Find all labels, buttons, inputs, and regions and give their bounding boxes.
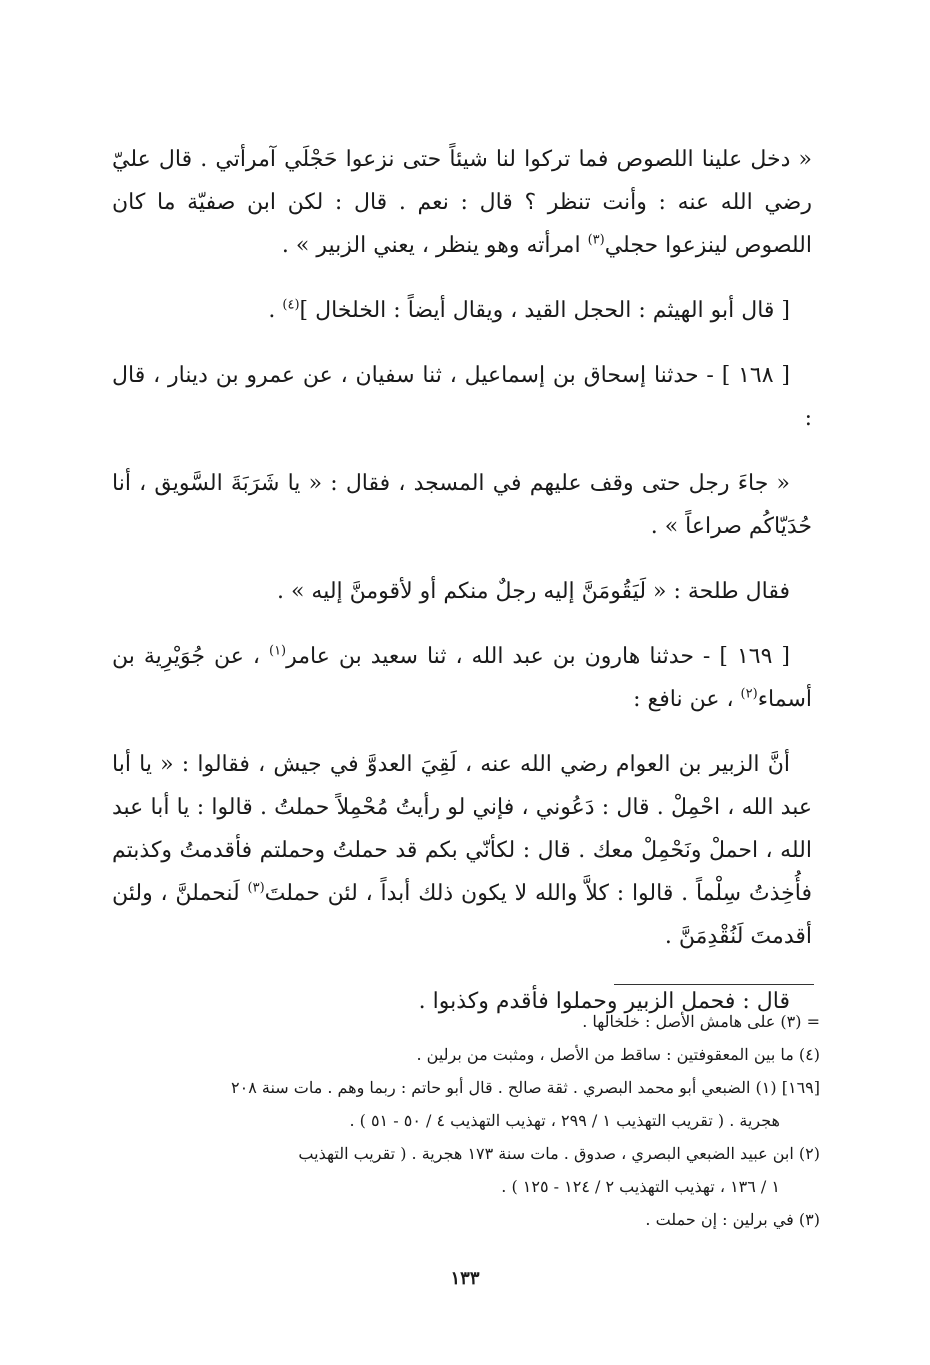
text-line: [ ١٦٩ ] - حدثنا هارون بن عبد الله ، ثنا سعيد بن عامر [286, 644, 790, 669]
footnote-item: (٣) في برلين : إن حملت . [645, 1210, 820, 1229]
text-line: « جاءَ رجل حتى وقف عليهم في المسجد ، فقال : « يا شَرَبَةَ السَّويق ، [139, 471, 790, 496]
paragraph-7 [112, 743, 812, 958]
paragraph-3-hadith-168 [112, 354, 812, 440]
footnotes [110, 1005, 820, 1236]
text-line: فقال طلحة : « لَيَقُومَنَّ إليه رجلٌ منكم أو لأقومنَّ إليه » . [276, 579, 790, 604]
text-line: اللصوص لينزعوا حجلي [604, 233, 812, 258]
main-text [112, 138, 812, 1045]
footnote-line: ١ / ١٣٦ ، تهذيب التهذيب ٢ / ١٢٤ - ١٢٥ ) . [501, 1177, 780, 1196]
text-line: عليّ رضي الله عنه : وأنت تنظر ؟ قال : نعم . قال : لكن ابن صفيّة ما كان [112, 147, 812, 215]
page-number: ١٣٣ [450, 1268, 480, 1289]
footnote-marker: (٤) [282, 297, 300, 313]
text-line: [ قال أبو الهيثم : الحجل القيد ، ويقال أيضاً : الخلخال ] [299, 298, 790, 323]
footnote-marker: (٣) [247, 880, 265, 896]
footnote-divider [614, 984, 814, 985]
footnote-marker: (٣) [587, 232, 605, 248]
text-line: أنَّ الزبير بن العوام رضي الله عنه ، لَقِيَ العدوَّ في جيش ، فقالوا : « يا أبا عبد الله ، احْمِلْ . قال : دَعُوني ، فإني لو رأيتُ مُحْمِلاً حملتُ . قالوا : يا أبا عبد الله ، احملْ ونَحْمِلْ معك . قال : لكأنّي بكم قد حملتُ وحملتم فأقدمتُ وكذبتم فأُخِذتُ سِلْماً . قالوا : كلاَّ والله لا يكون ذلك أبداً ، لئن حملتَ [112, 752, 812, 906]
text-line: لَنحملنَّ ، ولئن أقدمتَ لَنُقْدِمَنَّ . [112, 881, 812, 949]
footnote-line: هجرية . ( تقريب التهذيب ١ / ٢٩٩ ، تهذيب التهذيب ٤ / ٥٠ - ٥١ ) . [349, 1111, 780, 1130]
text-line: قال : [112, 363, 812, 431]
footnote-item [110, 1071, 820, 1137]
paragraph-6-hadith-169 [112, 635, 812, 721]
text-line: [ ١٦٨ ] - حدثنا إسحاق بن إسماعيل ، ثنا سفيان ، عن عمرو بن دينار ، [153, 363, 790, 388]
paragraph-1 [112, 138, 812, 267]
footnote-marker: (١) [268, 643, 287, 659]
text-line: « دخل علينا اللصوص فما تركوا لنا شيئاً حتى نزعوا حَجْلَي آمرأتي . قال [158, 147, 812, 172]
footnote-marker: (٢) [740, 686, 758, 702]
paragraph-4 [112, 462, 812, 548]
paragraph-5 [112, 570, 812, 613]
footnote-line: [١٦٩] (١) الضبعي أبو محمد البصري . ثقة صالح . قال أبو حاتم : ربما وهم . مات سنة ٢٠٨ [231, 1078, 820, 1097]
footnote-item [110, 1137, 820, 1203]
text-line: ، عن نافع : [633, 687, 741, 712]
footnote-item: (٤) ما بين المعقوفتين : ساقط من الأصل ، ومثبت من برلين . [416, 1045, 820, 1064]
text-line: . [268, 298, 283, 323]
text-line: ، عن جُوَيْرِية بن أسماء [112, 644, 812, 712]
text-line: أنا حُدَيّاكُم صراعاً » . [112, 471, 812, 539]
paragraph-2 [112, 289, 812, 332]
footnote-item: = (٣) على هامش الأصل : خلخالها . [582, 1012, 820, 1031]
text-line: امرأته وهو ينظر ، يعني الزبير » . [281, 233, 588, 258]
footnote-line: (٢) ابن عبيد الضبعي البصري ، صدوق . مات سنة ١٧٣ هجرية . ( تقريب التهذيب [298, 1144, 820, 1163]
text-line: قال : فحمل الزبير وحملوا فأقدم وكذبوا . [418, 989, 790, 1014]
